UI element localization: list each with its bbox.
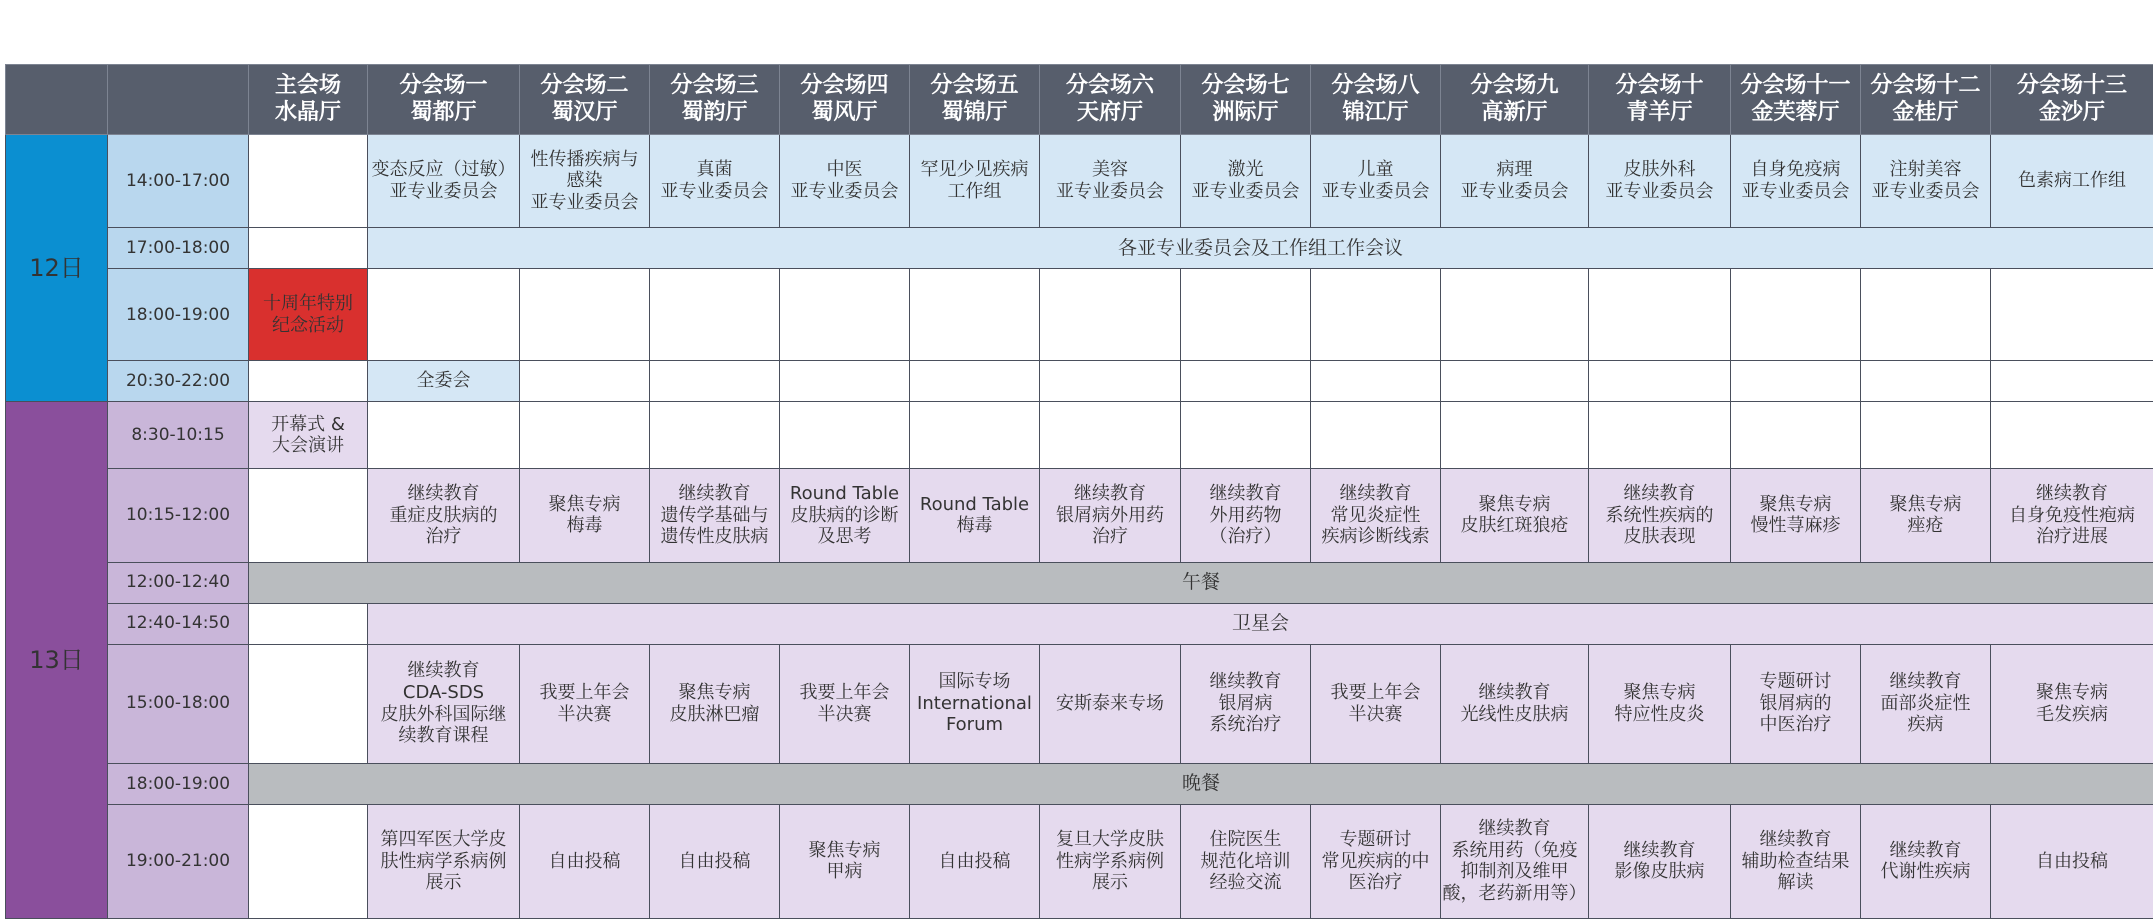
empty-cell (1441, 402, 1589, 469)
session-cell: 继续教育 重症皮肤病的 治疗 (368, 469, 520, 562)
empty-cell (1861, 361, 1991, 402)
session-cell (249, 469, 368, 562)
session-cell: 性传播疾病与 感染 亚专业委员会 (520, 135, 650, 228)
venue-name: 分会场六 (1065, 72, 1154, 98)
venue-name: 分会场三 (670, 72, 759, 98)
session-cell: 聚焦专病 毛发疾病 (1991, 644, 2153, 763)
venue-header (1861, 65, 1991, 135)
time-slot: 12:00-12:40 (108, 562, 249, 603)
session-cell: 中医 亚专业委员会 (780, 135, 910, 228)
session-cell: 我要上年会 半决赛 (520, 644, 650, 763)
time-slot: 18:00-19:00 (108, 269, 249, 361)
venue-header (1441, 65, 1589, 135)
session-cell: 聚焦专病 皮肤红斑狼疮 (1441, 469, 1589, 562)
empty-cell (650, 361, 780, 402)
schedule-row (6, 469, 2153, 562)
empty-cell (368, 269, 520, 361)
venue-header (368, 65, 520, 135)
session-cell: 继续教育 CDA-SDS 皮肤外科国际继 续教育课程 (368, 644, 520, 763)
session-cell: 国际专场 International Forum (910, 644, 1040, 763)
venue-name: 分会场二 (540, 72, 629, 98)
venue-hall: 金沙厅 (2038, 99, 2105, 125)
session-cell: 病理 亚专业委员会 (1441, 135, 1589, 228)
venue-hall: 高新厅 (1481, 99, 1548, 125)
session-cell: 聚焦专病 慢性荨麻疹 (1731, 469, 1861, 562)
empty-cell (1311, 269, 1441, 361)
empty-cell (1181, 269, 1311, 361)
venue-header (520, 65, 650, 135)
session-cell: 住院医生 规范化培训 经验交流 (1181, 804, 1311, 918)
schedule-row (6, 402, 2153, 469)
working-meetings-span: 各亚专业委员会及工作组工作会议 (368, 228, 2153, 269)
venue-name: 分会场十三 (2016, 72, 2127, 98)
schedule-row (6, 228, 2153, 269)
empty-cell (1991, 269, 2153, 361)
empty-cell (780, 361, 910, 402)
time-slot: 15:00-18:00 (108, 644, 249, 763)
session-cell: 儿童 亚专业委员会 (1311, 135, 1441, 228)
venue-name: 分会场一 (399, 72, 488, 98)
schedule-row (6, 603, 2153, 644)
empty-cell (1991, 402, 2153, 469)
session-cell: 第四军医大学皮 肤性病学系病例 展示 (368, 804, 520, 918)
empty-cell (1861, 402, 1991, 469)
empty-cell (1181, 402, 1311, 469)
venue-name: 分会场八 (1331, 72, 1420, 98)
session-cell: Round Table 梅毒 (910, 469, 1040, 562)
venue-header (1991, 65, 2153, 135)
empty-cell (1991, 361, 2153, 402)
session-cell: 聚焦专病 甲病 (780, 804, 910, 918)
session-cell: 聚焦专病 梅毒 (520, 469, 650, 562)
empty-cell (1589, 269, 1731, 361)
venue-header (1181, 65, 1311, 135)
schedule-row (6, 135, 2153, 228)
venue-name: 分会场七 (1201, 72, 1290, 98)
opening-ceremony: 开幕式 & 大会演讲 (249, 402, 368, 469)
session-cell: 继续教育 外用药物 （治疗） (1181, 469, 1311, 562)
empty-cell (520, 269, 650, 361)
day-label-13: 13日 (6, 402, 108, 919)
session-cell: 色素病工作组 (1991, 135, 2153, 228)
session-cell: 真菌 亚专业委员会 (650, 135, 780, 228)
schedule-row (6, 644, 2153, 763)
session-cell: 复旦大学皮肤 性病学系病例 展示 (1040, 804, 1181, 918)
empty-cell (1441, 269, 1589, 361)
empty-cell (780, 402, 910, 469)
time-slot: 20:30-22:00 (108, 361, 249, 402)
venue-name: 分会场九 (1470, 72, 1559, 98)
schedule-row (6, 804, 2153, 918)
session-cell: 继续教育 光线性皮肤病 (1441, 644, 1589, 763)
session-cell: 继续教育 代谢性疾病 (1861, 804, 1991, 918)
session-cell: 专题研讨 常见疾病的中 医治疗 (1311, 804, 1441, 918)
empty-cell (249, 228, 368, 269)
session-cell: 聚焦专病 特应性皮炎 (1589, 644, 1731, 763)
session-cell: 继续教育 自身免疫性疱病 治疗进展 (1991, 469, 2153, 562)
session-cell (249, 804, 368, 918)
time-slot: 8:30-10:15 (108, 402, 249, 469)
venue-header (1040, 65, 1181, 135)
session-cell: 自由投稿 (650, 804, 780, 918)
venue-name: 分会场十一 (1740, 72, 1851, 98)
header-corner (6, 65, 108, 135)
session-cell: 变态反应（过敏） 亚专业委员会 (368, 135, 520, 228)
satellite-meeting-span: 卫星会 (368, 603, 2153, 644)
session-cell: 激光 亚专业委员会 (1181, 135, 1311, 228)
empty-cell (249, 603, 368, 644)
session-cell: 继续教育 遗传学基础与 遗传性皮肤病 (650, 469, 780, 562)
empty-cell (1861, 269, 1991, 361)
venue-header (249, 65, 368, 135)
empty-cell (1589, 361, 1731, 402)
venue-hall: 蜀锦厅 (941, 99, 1008, 125)
session-cell: 自由投稿 (910, 804, 1040, 918)
empty-cell (1311, 402, 1441, 469)
empty-cell (520, 402, 650, 469)
venue-name: 分会场五 (930, 72, 1019, 98)
schedule-row (6, 763, 2153, 804)
time-slot: 19:00-21:00 (108, 804, 249, 918)
schedule-row (6, 269, 2153, 361)
venue-header (780, 65, 910, 135)
venue-hall: 天府厅 (1076, 99, 1143, 125)
venue-name: 分会场十二 (1870, 72, 1981, 98)
day-label-12: 12日 (6, 135, 108, 402)
empty-cell (1040, 269, 1181, 361)
venue-hall: 洲际厅 (1212, 99, 1279, 125)
session-cell: 聚焦专病 皮肤淋巴瘤 (650, 644, 780, 763)
time-slot: 18:00-19:00 (108, 763, 249, 804)
empty-cell (1181, 361, 1311, 402)
session-cell: 继续教育 系统性疾病的 皮肤表现 (1589, 469, 1731, 562)
session-cell: 注射美容 亚专业委员会 (1861, 135, 1991, 228)
session-cell: 继续教育 银屑病 系统治疗 (1181, 644, 1311, 763)
session-cell: 专题研讨 银屑病的 中医治疗 (1731, 644, 1861, 763)
session-cell: 聚焦专病 痤疮 (1861, 469, 1991, 562)
venue-header (650, 65, 780, 135)
empty-cell (520, 361, 650, 402)
empty-cell (650, 402, 780, 469)
session-cell (249, 135, 368, 228)
venue-header (1731, 65, 1861, 135)
empty-cell (368, 402, 520, 469)
empty-cell (1731, 361, 1861, 402)
venue-hall: 蜀汉厅 (551, 99, 618, 125)
lunch-span: 午餐 (249, 562, 2153, 603)
venue-name: 分会场十 (1615, 72, 1704, 98)
session-cell: Round Table 皮肤病的诊断 及思考 (780, 469, 910, 562)
session-cell: 继续教育 常见炎症性 疾病诊断线索 (1311, 469, 1441, 562)
venue-name: 主会场 (274, 72, 341, 98)
venue-hall: 蜀韵厅 (681, 99, 748, 125)
empty-cell (910, 402, 1040, 469)
time-slot: 12:40-14:50 (108, 603, 249, 644)
time-slot: 14:00-17:00 (108, 135, 249, 228)
dinner-span: 晚餐 (249, 763, 2153, 804)
header-row (6, 65, 2153, 135)
anniversary-event: 十周年特别 纪念活动 (249, 269, 368, 361)
time-slot: 17:00-18:00 (108, 228, 249, 269)
empty-cell (780, 269, 910, 361)
venue-header (1589, 65, 1731, 135)
empty-cell (650, 269, 780, 361)
venue-name: 分会场四 (800, 72, 889, 98)
session-cell: 美容 亚专业委员会 (1040, 135, 1181, 228)
session-cell: 我要上年会 半决赛 (1311, 644, 1441, 763)
session-cell: 皮肤外科 亚专业委员会 (1589, 135, 1731, 228)
venue-hall: 金芙蓉厅 (1751, 99, 1840, 125)
schedule-row (6, 562, 2153, 603)
conference-schedule-table (5, 64, 2153, 919)
session-cell: 继续教育 辅助检查结果 解读 (1731, 804, 1861, 918)
session-cell: 自身免疫病 亚专业委员会 (1731, 135, 1861, 228)
empty-cell (910, 269, 1040, 361)
venue-hall: 蜀风厅 (811, 99, 878, 125)
venue-header (1311, 65, 1441, 135)
empty-cell (1441, 361, 1589, 402)
session-cell: 继续教育 面部炎症性 疾病 (1861, 644, 1991, 763)
empty-cell (249, 361, 368, 402)
schedule-row (6, 361, 2153, 402)
venue-hall: 水晶厅 (274, 99, 341, 125)
session-cell: 安斯泰来专场 (1040, 644, 1181, 763)
session-cell: 自由投稿 (1991, 804, 2153, 918)
empty-cell (1589, 402, 1731, 469)
session-cell: 罕见少见疾病 工作组 (910, 135, 1040, 228)
session-cell: 自由投稿 (520, 804, 650, 918)
empty-cell (1731, 402, 1861, 469)
session-cell (249, 644, 368, 763)
empty-cell (1040, 361, 1181, 402)
empty-cell (1731, 269, 1861, 361)
empty-cell (1040, 402, 1181, 469)
session-cell: 继续教育 系统用药（免疫 抑制剂及维甲 酸，老药新用等） (1441, 804, 1589, 918)
venue-hall: 锦江厅 (1342, 99, 1409, 125)
plenary-committee-session: 全委会 (368, 361, 520, 402)
venue-hall: 蜀都厅 (410, 99, 477, 125)
venue-hall: 金桂厅 (1892, 99, 1959, 125)
time-slot: 10:15-12:00 (108, 469, 249, 562)
session-cell: 继续教育 银屑病外用药 治疗 (1040, 469, 1181, 562)
empty-cell (910, 361, 1040, 402)
session-cell: 继续教育 影像皮肤病 (1589, 804, 1731, 918)
venue-hall: 青羊厅 (1626, 99, 1693, 125)
header-corner-time (108, 65, 249, 135)
empty-cell (1311, 361, 1441, 402)
venue-header (910, 65, 1040, 135)
session-cell: 我要上年会 半决赛 (780, 644, 910, 763)
